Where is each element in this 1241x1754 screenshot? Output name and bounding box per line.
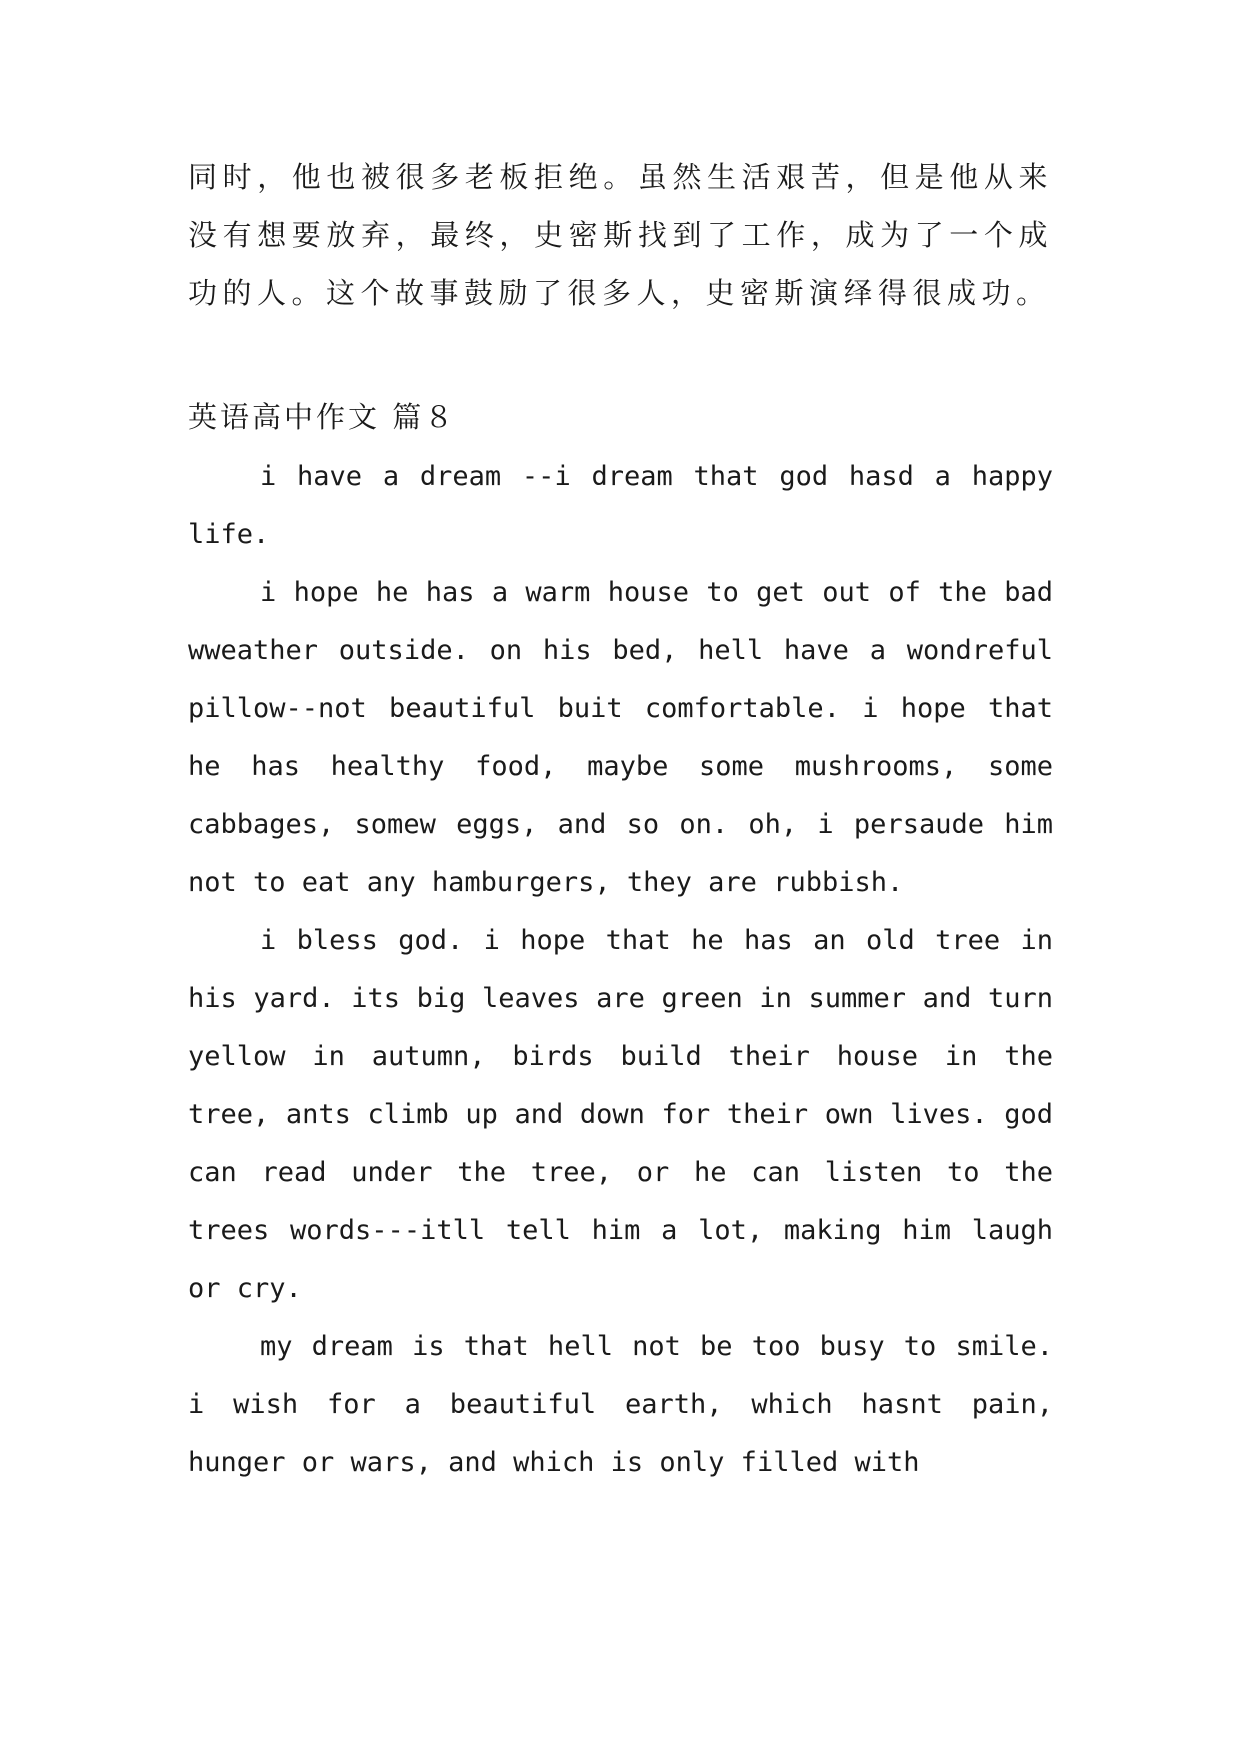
- essay-paragraph-3: i bless god. i hope that he has an old tree in his yard. its big leaves are green in summer and turn yellow in autumn, birds build their house in the tree, ants climb up and down for their own lives. god can read under the tree, or he can listen to the trees words---itll tell him a lot, making him laugh or cry.: [188, 925, 1053, 1304]
- intro-paragraph: 同时，他也被很多老板拒绝。虽然生活艰苦，但是他从来没有想要放弃，最终，史密斯找到了工作，成为了一个成功的人。这个故事鼓励了很多人，史密斯演绎得很成功。: [188, 160, 1053, 310]
- essay-paragraph-4: my dream is that hell not be too busy to smile. i wish for a beautiful earth, which hasnt pain, hunger or wars, and which is only filled with: [188, 1331, 1053, 1478]
- section-heading: 英语高中作文 篇８: [188, 400, 457, 434]
- essay-paragraph-2: i hope he has a warm house to get out of the bad wweather outside. on his bed, hell have a wondreful pillow--not beautiful buit comfortable. i hope that he has healthy food, maybe some mushrooms, some cabbages, somew eggs, and so on. oh, i persaude him not to eat any hamburgers, they are rubbish.: [188, 577, 1053, 898]
- essay-paragraph-1: i have a dream --i dream that god hasd a happy life.: [188, 461, 1053, 550]
- intro-paragraph-block: [188, 148, 1053, 322]
- essay-body: [188, 448, 1053, 1492]
